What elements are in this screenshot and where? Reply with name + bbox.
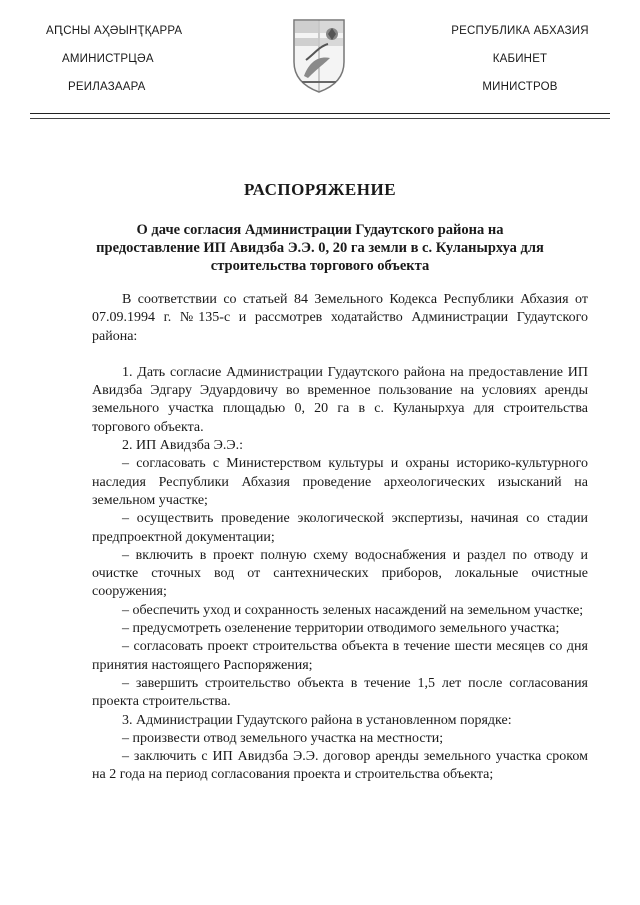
header-right-line-3: МИНИСТРОВ: [482, 81, 558, 93]
document-title: РАСПОРЯЖЕНИЕ: [243, 180, 397, 199]
item-2-sub-1: – согласовать с Министерством культуры и охраны историко-культурного наследия Республики Абхазия проведение археологических изысканий на земельном участке;: [92, 456, 588, 508]
preamble-paragraph: В соответствии со статьей 84 Земельного Кодекса Республики Абхазия от 07.09.1994 г. №135-с и рассмотрев ходатайство Администрации Гудаутского района:: [92, 292, 588, 344]
item-3: 3. Администрации Гудаутского района в установленном порядке:: [122, 712, 512, 728]
item-1: 1. Дать согласие Администрации Гудаутского района на предоставление ИП Авидзба Эдгару Эдуардовичу во временное пользование на условиях аренды земельного участка площадью 0, 20 га в с. Куланырхуа для строительства торгового объекта.: [92, 364, 588, 435]
emblem-icon: [290, 16, 348, 94]
header-left-block: [32, 22, 232, 106]
header-left-line-3: РЕИЛАЗААРА: [68, 81, 146, 93]
header-right-line-1: РЕСПУБЛИКА АБХАЗИЯ: [451, 25, 589, 37]
header-divider-thin: [30, 118, 610, 119]
header-divider-thick: [30, 113, 610, 114]
item-3-sub-2: – заключить с ИП Авидзба Э.Э. договор аренды земельного участка сроком на 2 года на период согласования проекта и строительства объекта;: [92, 749, 588, 783]
item-2-sub-5: – предусмотреть озеленение территории отводимого земельного участка;: [122, 621, 560, 637]
header-left-line-2: АМИНИСТРЦӘА: [62, 53, 154, 65]
item-2-sub-2: – осуществить проведение экологической экспертизы, начиная со стадии предпроектной документации;: [92, 511, 588, 545]
document-subject: О даче согласия Администрации Гудаутского района на предоставление ИП Авидзба Э.Э. 0, 20 га земли в с. Куланырхуа для строительства торгового объекта: [96, 222, 544, 274]
item-2-sub-7: – завершить строительство объекта в течение 1,5 лет после согласования проекта строительства.: [92, 675, 588, 710]
header-left-line-1: АԤСНЫ АҲӘЫНҬҚАРРА: [46, 25, 183, 37]
item-3-sub-1: – произвести отвод земельного участка на местности;: [122, 730, 444, 746]
header-right-block: [430, 22, 610, 106]
document-body: [92, 291, 588, 785]
item-2: 2. ИП Авидзба Э.Э.:: [122, 438, 243, 454]
item-2-sub-6: – согласовать проект строительства объекта в течение шести месяцев со дня принятия настоящего Распоряжения;: [92, 639, 588, 673]
item-2-sub-3: – включить в проект полную схему водоснабжения и раздел по отводу и очистке сточных вод от сантехнических приборов, локальные очистные сооружения;: [92, 547, 588, 600]
header-right-line-2: КАБИНЕТ: [492, 53, 548, 65]
item-2-sub-4: – обеспечить уход и сохранность зеленых насаждений на земельном участке;: [122, 602, 584, 618]
